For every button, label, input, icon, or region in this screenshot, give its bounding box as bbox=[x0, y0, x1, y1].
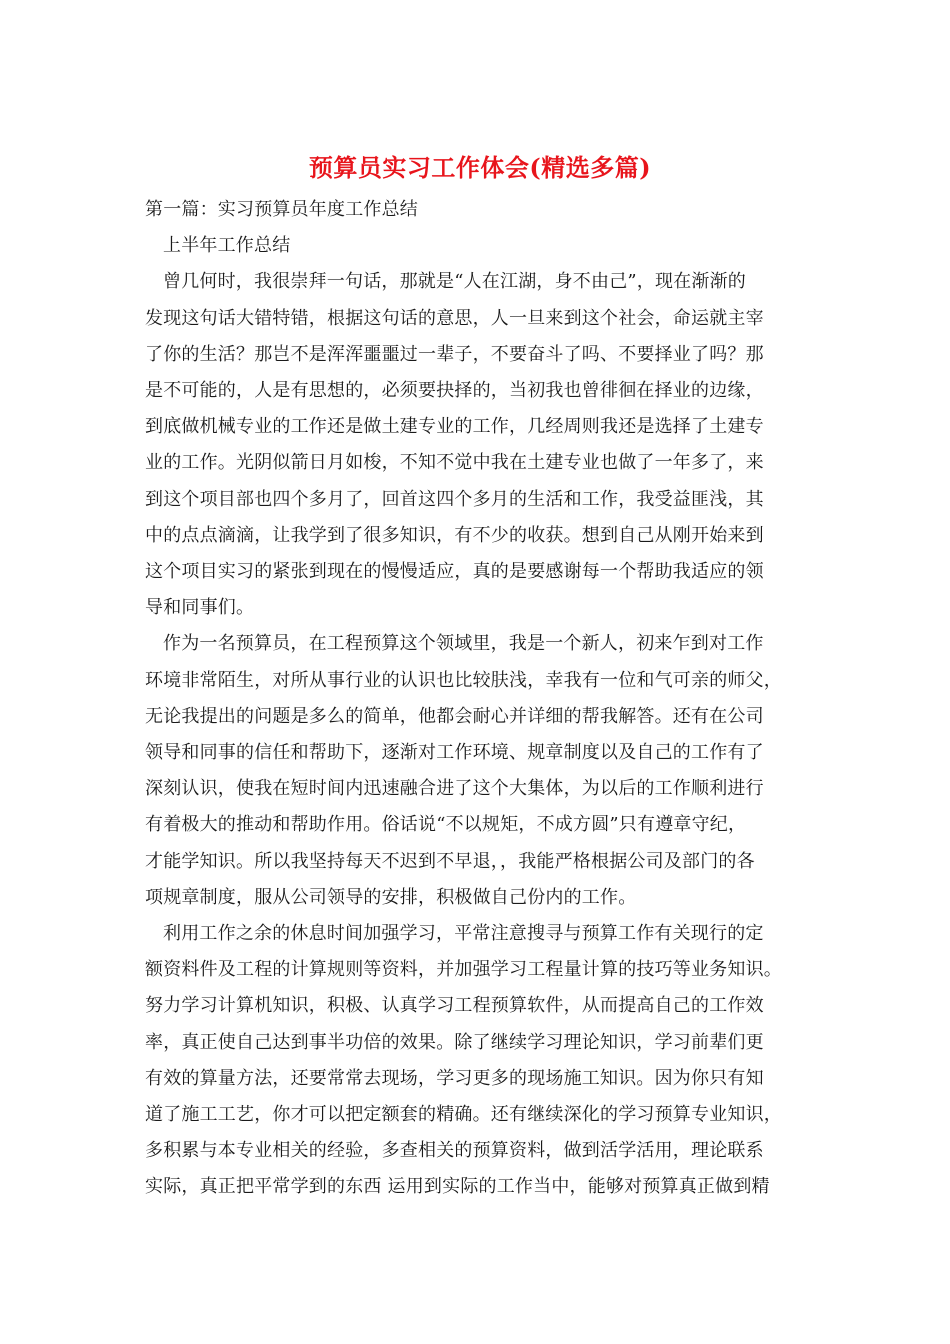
body-line: 道了施工工艺，你才可以把定额套的精确。还有继续深化的学习预算专业知识， bbox=[145, 1104, 782, 1126]
body-line: 中的点点滴滴，让我学到了很多知识，有不少的收获。想到自己从刚开始来到 bbox=[145, 524, 764, 546]
document-page bbox=[145, 150, 815, 1206]
document-title: 预算员实习工作体会(精选多篇) bbox=[308, 153, 652, 182]
body-line: 曾几何时，我很崇拜一句话，那就是“人在江湖，身不由己”，现在渐渐的 bbox=[163, 271, 747, 293]
body-line: 了你的生活？那岂不是浑浑噩噩过一辈子，不要奋斗了吗、不要择业了吗？那 bbox=[145, 343, 764, 365]
body-line: 深刻认识，使我在短时间内迅速融合进了这个大集体，为以后的工作顺利进行 bbox=[145, 778, 764, 800]
body-line: 这个项目实习的紧张到现在的慢慢适应，真的是要感谢每一个帮助我适应的领 bbox=[145, 561, 764, 583]
body-line: 额资料件及工程的计算规则等资料，并加强学习工程量计算的技巧等业务知识。 bbox=[145, 959, 782, 981]
body-line: 实际，真正把平常学到的东西 运用到实际的工作当中，能够对预算真正做到精 bbox=[145, 1176, 770, 1198]
body-line: 多积累与本专业相关的经验，多查相关的预算资料，做到活学活用，理论联系 bbox=[145, 1140, 764, 1162]
body-line: 努力学习计算机知识，积极、认真学习工程预算软件，从而提高自己的工作效 bbox=[145, 995, 764, 1017]
body-line: 作为一名预算员，在工程预算这个领域里，我是一个新人，初来乍到对工作 bbox=[163, 633, 764, 655]
body-line: 才能学知识。所以我坚持每天不迟到不早退，，我能严格根据公司及部门的各 bbox=[145, 850, 755, 872]
body-line: 领导和同事的信任和帮助下，逐渐对工作环境、规章制度以及自己的工作有了 bbox=[145, 742, 764, 764]
body-line: 利用工作之余的休息时间加强学习，平常注意搜寻与预算工作有关现行的定 bbox=[163, 923, 764, 945]
body-line: 有着极大的推动和帮助作用。俗话说“不以规矩，不成方圆”只有遵章守纪， bbox=[145, 814, 747, 836]
body-line: 导和同事们。 bbox=[145, 597, 255, 619]
body-line: 到这个项目部也四个多月了，回首这四个多月的生活和工作，我受益匪浅，其 bbox=[145, 488, 764, 510]
body-line: 率，真正使自己达到事半功倍的效果。除了继续学习理论知识，学习前辈们更 bbox=[145, 1031, 764, 1053]
body-line: 是不可能的，人是有思想的，必须要抉择的，当初我也曾徘徊在择业的边缘， bbox=[145, 380, 764, 402]
body-line: 业的工作。光阴似箭日月如梭，不知不觉中我在土建专业也做了一年多了，来 bbox=[145, 452, 764, 474]
subheading: 上半年工作总结 bbox=[163, 235, 291, 257]
body-line: 项规章制度，服从公司领导的安排，积极做自己份内的工作。 bbox=[145, 886, 637, 908]
body-line: 环境非常陌生，对所从事行业的认识也比较肤浅，幸我有一位和气可亲的师父， bbox=[145, 669, 782, 691]
section-heading: 第一篇：实习预算员年度工作总结 bbox=[145, 199, 418, 220]
body-line: 到底做机械专业的工作还是做土建专业的工作，几经周则我还是选择了土建专 bbox=[145, 416, 764, 438]
body-line: 无论我提出的问题是多么的简单，他都会耐心并详细的帮我解答。还有在公司 bbox=[145, 705, 764, 727]
body-line: 发现这句话大错特错，根据这句话的意思，人一旦来到这个社会，命运就主宰 bbox=[145, 307, 764, 329]
body-text bbox=[145, 264, 815, 1205]
body-line: 有效的算量方法，还要常常去现场，学习更多的现场施工知识。因为你只有知 bbox=[145, 1067, 764, 1089]
